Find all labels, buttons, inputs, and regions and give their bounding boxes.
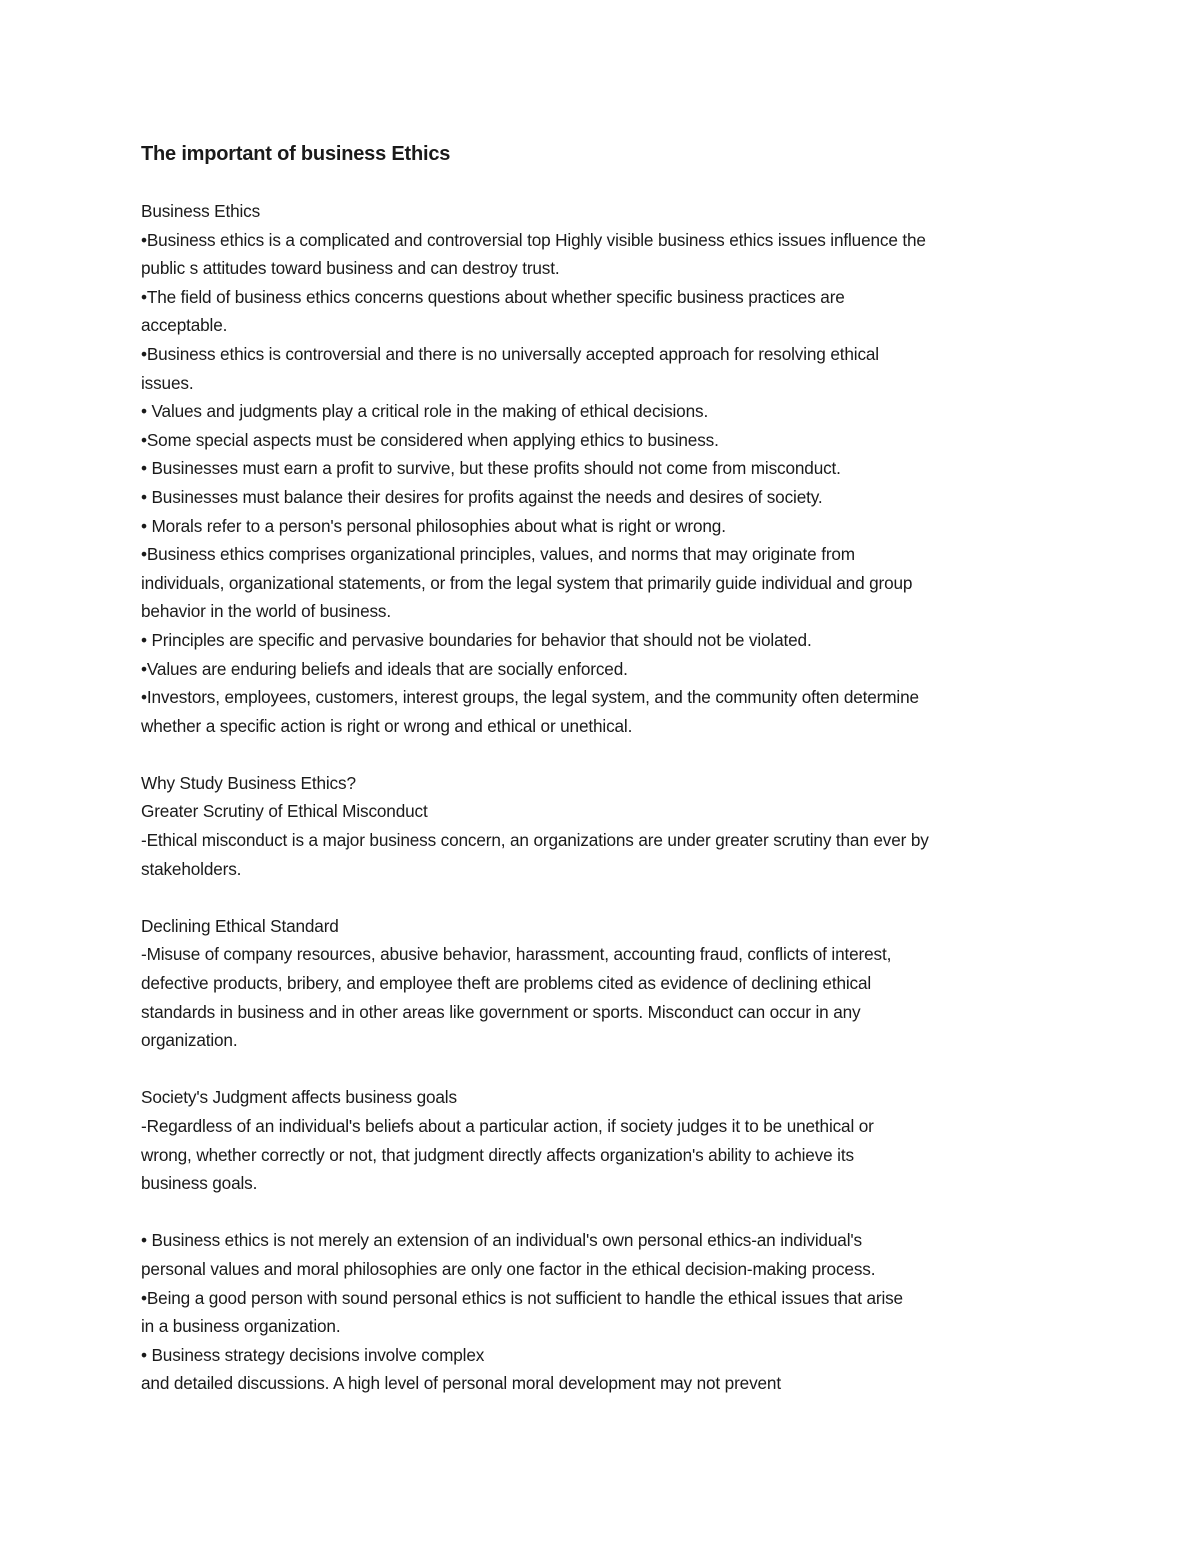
paragraph-line: -Ethical misconduct is a major business concern, an organizations are under greater scrutiny than ever by bbox=[141, 830, 929, 851]
paragraph-line: organization. bbox=[141, 1030, 238, 1051]
section-declining-standard bbox=[141, 912, 1071, 1055]
paragraph-line: personal values and moral philosophies are only one factor in the ethical decision-making process. bbox=[141, 1258, 876, 1279]
section-heading: Declining Ethical Standard bbox=[141, 915, 339, 936]
section-personal-ethics bbox=[141, 1226, 1071, 1398]
paragraph-line: business goals. bbox=[141, 1173, 258, 1194]
paragraph-line: individuals, organizational statements, or from the legal system that primarily guide individual and group bbox=[141, 572, 913, 593]
paragraph-line: • Businesses must earn a profit to survive, but these profits should not come from misconduct. bbox=[141, 458, 841, 479]
paragraph-gap bbox=[141, 1198, 1071, 1227]
section-society-judgment bbox=[141, 1083, 1071, 1197]
paragraph-line: in a business organization. bbox=[141, 1316, 341, 1337]
document-title: The important of business Ethics bbox=[141, 143, 451, 165]
paragraph-gap bbox=[141, 883, 1071, 912]
section-business-ethics bbox=[141, 197, 1071, 740]
paragraph-line: •Being a good person with sound personal ethics is not sufficient to handle the ethical issues that arise bbox=[141, 1287, 903, 1308]
section-why-study bbox=[141, 769, 1071, 883]
paragraph-line: • Business ethics is not merely an extension of an individual's own personal ethics-an individual's bbox=[141, 1230, 862, 1251]
paragraph-line: stakeholders. bbox=[141, 858, 242, 879]
section-heading: Business Ethics bbox=[141, 201, 261, 221]
paragraph-line: whether a specific action is right or wrong and ethical or unethical. bbox=[141, 715, 633, 736]
paragraph-line: issues. bbox=[141, 372, 194, 393]
paragraph-line: • Principles are specific and pervasive boundaries for behavior that should not be violated. bbox=[141, 629, 812, 650]
paragraph-line: • Business strategy decisions involve complex bbox=[141, 1344, 485, 1365]
paragraph-line: •Values are enduring beliefs and ideals that are socially enforced. bbox=[141, 658, 628, 679]
paragraph-line: wrong, whether correctly or not, that judgment directly affects organization's ability to achieve its bbox=[141, 1144, 854, 1165]
paragraph-line: public s attitudes toward business and can destroy trust. bbox=[141, 258, 560, 279]
document-body bbox=[141, 140, 1071, 1398]
paragraph-line: • Values and judgments play a critical role in the making of ethical decisions. bbox=[141, 401, 709, 422]
paragraph-line: and detailed discussions. A high level of personal moral development may not prevent bbox=[141, 1373, 781, 1394]
paragraph-line: behavior in the world of business. bbox=[141, 601, 391, 622]
section-heading: Why Study Business Ethics? bbox=[141, 772, 356, 793]
paragraph-line: • Morals refer to a person's personal philosophies about what is right or wrong. bbox=[141, 515, 726, 536]
paragraph-line: •The field of business ethics concerns questions about whether specific business practices are bbox=[141, 286, 845, 307]
paragraph-line: •Some special aspects must be considered when applying ethics to business. bbox=[141, 429, 719, 450]
paragraph-line: •Business ethics is controversial and there is no universally accepted approach for resolving ethical bbox=[141, 343, 879, 364]
section-heading: Society's Judgment affects business goals bbox=[141, 1087, 457, 1108]
paragraph-gap bbox=[141, 1055, 1071, 1084]
paragraph-line: standards in business and in other areas like government or sports. Misconduct can occur in any bbox=[141, 1001, 861, 1022]
paragraph-line: -Regardless of an individual's beliefs about a particular action, if society judges it to be unethical or bbox=[141, 1116, 874, 1136]
paragraph-line: -Misuse of company resources, abusive behavior, harassment, accounting fraud, conflicts of interest, bbox=[141, 944, 892, 965]
paragraph-gap bbox=[141, 740, 1071, 769]
paragraph-line: •Business ethics is a complicated and controversial top Highly visible business ethics issues influence the bbox=[141, 229, 926, 250]
paragraph-line: •Investors, employees, customers, interest groups, the legal system, and the community often determine bbox=[141, 687, 919, 708]
paragraph-line: •Business ethics comprises organizational principles, values, and norms that may originate from bbox=[141, 544, 855, 565]
paragraph-line: defective products, bribery, and employee theft are problems cited as evidence of declining ethical bbox=[141, 973, 872, 994]
section-subheading: Greater Scrutiny of Ethical Misconduct bbox=[141, 801, 428, 822]
paragraph-line: • Businesses must balance their desires for profits against the needs and desires of society. bbox=[141, 486, 823, 507]
paragraph-line: acceptable. bbox=[141, 315, 228, 336]
